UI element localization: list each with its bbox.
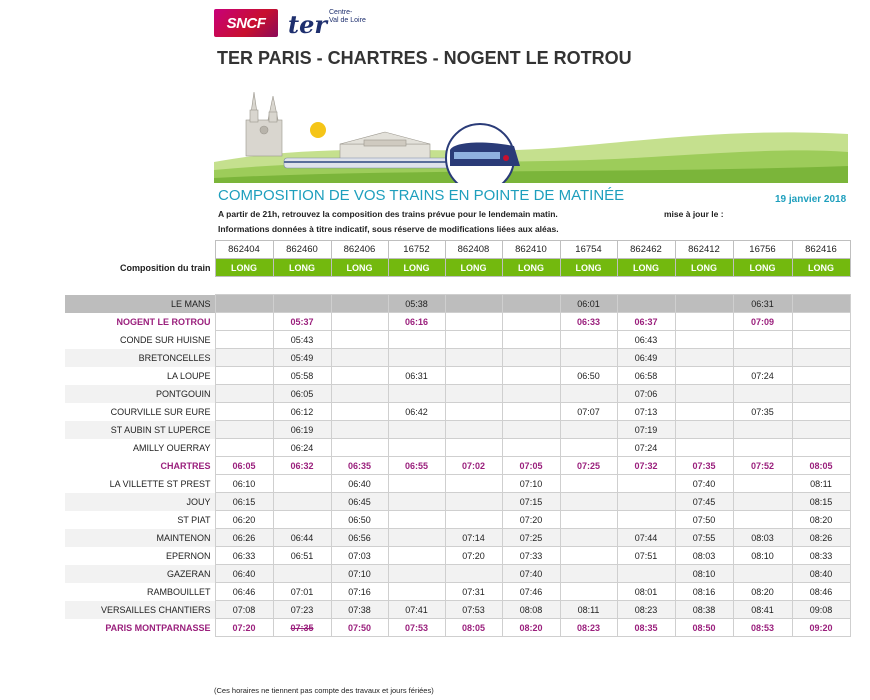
- composition-badge: LONG: [273, 259, 331, 277]
- departure-time: 07:53: [445, 601, 502, 619]
- station-row: [65, 493, 850, 511]
- logos: [214, 8, 366, 38]
- departure-time: 07:35: [675, 457, 733, 475]
- station-name: EPERNON: [165, 550, 211, 561]
- departure-time: [502, 385, 560, 403]
- departure-time: 06:10: [215, 475, 273, 493]
- departure-time: 05:43: [273, 331, 331, 349]
- departure-time: [388, 331, 445, 349]
- departure-time: 06:31: [388, 367, 445, 385]
- departure-time: [675, 385, 733, 403]
- departure-time: [560, 493, 617, 511]
- departure-time: [215, 421, 273, 439]
- departure-time: [445, 313, 502, 331]
- departure-time: 07:55: [675, 529, 733, 547]
- departure-time: 06:51: [273, 547, 331, 565]
- departure-time: 07:01: [273, 583, 331, 601]
- departure-time: 06:12: [273, 403, 331, 421]
- departure-time: 07:05: [502, 457, 560, 475]
- departure-time: 07:31: [445, 583, 502, 601]
- departure-time: 08:35: [617, 619, 675, 637]
- departure-time: 07:46: [502, 583, 560, 601]
- composition-badge: LONG: [792, 259, 850, 277]
- departure-time: [215, 331, 273, 349]
- departure-time: 07:35: [733, 403, 792, 421]
- departure-time: 08:46: [792, 583, 850, 601]
- departure-time: 07:41: [388, 601, 445, 619]
- info-line-2: Informations données à titre indicatif, sous réserve de modifications liées aux aléas.: [218, 224, 559, 234]
- update-label: mise à jour le :: [664, 209, 724, 219]
- departure-time: 06:35: [331, 457, 388, 475]
- station-name: BRETONCELLES: [65, 349, 215, 367]
- composition-badge: LONG: [331, 259, 388, 277]
- spacer-cell: [65, 277, 850, 295]
- departure-time: 07:06: [617, 385, 675, 403]
- departure-time: 08:05: [445, 619, 502, 637]
- composition-badge: LONG: [445, 259, 502, 277]
- departure-time: [215, 439, 273, 457]
- departure-time: [445, 421, 502, 439]
- station-row: [65, 313, 850, 331]
- departure-time: [445, 511, 502, 529]
- departure-time: [215, 295, 273, 313]
- departure-time: 06:05: [215, 457, 273, 475]
- station-name: PARIS MONTPARNASSE: [105, 622, 211, 633]
- departure-time: 07:44: [617, 529, 675, 547]
- station-row: [65, 583, 850, 601]
- station-row: [65, 367, 850, 385]
- departure-time: 06:45: [331, 493, 388, 511]
- departure-time: [388, 529, 445, 547]
- departure-time: [792, 385, 850, 403]
- station-row: [65, 331, 850, 349]
- train-number: 862462: [617, 241, 675, 259]
- station-name: JOUY: [65, 493, 215, 511]
- departure-time: 07:10: [502, 475, 560, 493]
- departure-time: 09:20: [792, 619, 850, 637]
- departure-time: [215, 385, 273, 403]
- departure-time: [445, 331, 502, 349]
- departure-time: [331, 295, 388, 313]
- departure-time: [331, 313, 388, 331]
- departure-time: 06:16: [388, 313, 445, 331]
- departure-time: [733, 475, 792, 493]
- departure-time: 07:25: [560, 457, 617, 475]
- departure-time: [388, 475, 445, 493]
- departure-time: 07:51: [617, 547, 675, 565]
- departure-time: 07:24: [733, 367, 792, 385]
- departure-time: 08:20: [792, 511, 850, 529]
- train-number: 862406: [331, 241, 388, 259]
- departure-time: 07:52: [733, 457, 792, 475]
- ter-logo: [288, 9, 366, 37]
- departure-time: 06:46: [215, 583, 273, 601]
- departure-time: [733, 493, 792, 511]
- station-name: PONTGOUIN: [65, 385, 215, 403]
- departure-time: 06:40: [215, 565, 273, 583]
- departure-time: [560, 385, 617, 403]
- departure-time: 08:23: [560, 619, 617, 637]
- departure-time: 06:20: [215, 511, 273, 529]
- departure-time: 08:05: [792, 457, 850, 475]
- departure-time: 08:03: [733, 529, 792, 547]
- departure-time: [560, 331, 617, 349]
- ter-region-line1: Centre-: [329, 9, 353, 16]
- departure-time: 06:26: [215, 529, 273, 547]
- departure-time: [792, 331, 850, 349]
- departure-time: 06:19: [273, 421, 331, 439]
- departure-time: 07:02: [445, 457, 502, 475]
- departure-time: 06:43: [617, 331, 675, 349]
- departure-time: [273, 295, 331, 313]
- departure-time: 07:50: [331, 619, 388, 637]
- departure-time: 05:37: [273, 313, 331, 331]
- ter-region-line2: Val de Loire: [329, 17, 366, 24]
- departure-time: [617, 475, 675, 493]
- departure-time: 06:49: [617, 349, 675, 367]
- composition-badge: LONG: [560, 259, 617, 277]
- departure-time: [215, 349, 273, 367]
- station-row: [65, 619, 850, 637]
- departure-time: 06:55: [388, 457, 445, 475]
- departure-time: 07:10: [331, 565, 388, 583]
- departure-time: [273, 565, 331, 583]
- departure-time: [733, 421, 792, 439]
- departure-time: 07:09: [733, 313, 792, 331]
- departure-time: 07:19: [617, 421, 675, 439]
- train-number: 862412: [675, 241, 733, 259]
- departure-time: [445, 475, 502, 493]
- departure-time: [331, 367, 388, 385]
- departure-time: [733, 439, 792, 457]
- departure-time: 07:40: [502, 565, 560, 583]
- departure-time: [445, 403, 502, 421]
- departure-time: 07:24: [617, 439, 675, 457]
- departure-time: 06:05: [273, 385, 331, 403]
- departure-time: 07:08: [215, 601, 273, 619]
- train-number: 862460: [273, 241, 331, 259]
- departure-time: [560, 475, 617, 493]
- station-row: [65, 349, 850, 367]
- departure-time: [331, 421, 388, 439]
- departure-time: [445, 565, 502, 583]
- train-number-spacer: [65, 241, 215, 259]
- departure-time: [792, 439, 850, 457]
- departure-time: [560, 421, 617, 439]
- ter-logo-text: ter: [288, 10, 327, 39]
- departure-time: [560, 565, 617, 583]
- departure-time: 07:23: [273, 601, 331, 619]
- departure-time: [675, 313, 733, 331]
- departure-time: [388, 583, 445, 601]
- composition-badge: LONG: [675, 259, 733, 277]
- departure-time: 07:07: [560, 403, 617, 421]
- departure-time: [388, 385, 445, 403]
- train-number: 862416: [792, 241, 850, 259]
- departure-time: [675, 331, 733, 349]
- departure-time: 08:33: [792, 547, 850, 565]
- departure-time: [388, 421, 445, 439]
- departure-time: 07:15: [502, 493, 560, 511]
- departure-time: 06:01: [560, 295, 617, 313]
- departure-time: [445, 349, 502, 367]
- departure-time: [733, 385, 792, 403]
- station-row: [65, 547, 850, 565]
- departure-time: [331, 349, 388, 367]
- departure-time: [792, 295, 850, 313]
- composition-row: [65, 259, 850, 277]
- departure-time: 09:08: [792, 601, 850, 619]
- departure-time: 06:50: [331, 511, 388, 529]
- departure-time: [560, 349, 617, 367]
- departure-time: [733, 349, 792, 367]
- departure-time: [445, 295, 502, 313]
- station-name: CONDE SUR HUISNE: [119, 334, 211, 345]
- departure-time: [617, 511, 675, 529]
- departure-time: 07:35: [273, 619, 331, 637]
- departure-time: [388, 565, 445, 583]
- composition-badge: LONG: [388, 259, 445, 277]
- departure-time: [560, 529, 617, 547]
- spacer-row: [65, 277, 850, 295]
- departure-time: 06:56: [331, 529, 388, 547]
- page-title: TER PARIS - CHARTRES - NOGENT LE ROTROU: [217, 48, 632, 68]
- train-number: 862404: [215, 241, 273, 259]
- departure-time: [215, 313, 273, 331]
- departure-time: 06:15: [215, 493, 273, 511]
- station-row: [65, 565, 850, 583]
- departure-time: [331, 385, 388, 403]
- departure-time: [792, 313, 850, 331]
- station-name: ST PIAT: [177, 514, 211, 525]
- station-name: CHARTRES: [160, 460, 211, 471]
- departure-time: [388, 349, 445, 367]
- train-number-row: [65, 241, 850, 259]
- departure-time: 08:11: [792, 475, 850, 493]
- departure-time: 07:20: [215, 619, 273, 637]
- departure-time: [273, 511, 331, 529]
- departure-time: [675, 403, 733, 421]
- train-number: 862408: [445, 241, 502, 259]
- train-number: 16754: [560, 241, 617, 259]
- departure-time: 06:32: [273, 457, 331, 475]
- departure-time: [388, 439, 445, 457]
- departure-time: 06:42: [388, 403, 445, 421]
- departure-time: [502, 421, 560, 439]
- departure-time: [331, 403, 388, 421]
- departure-time: [560, 439, 617, 457]
- departure-time: [502, 403, 560, 421]
- departure-time: [331, 331, 388, 349]
- departure-time: 08:38: [675, 601, 733, 619]
- station-row: [65, 511, 850, 529]
- station-row: [65, 295, 850, 313]
- composition-badge: LONG: [733, 259, 792, 277]
- departure-time: 08:20: [733, 583, 792, 601]
- station-name: NOGENT LE ROTROU: [116, 316, 211, 327]
- departure-time: 06:44: [273, 529, 331, 547]
- departure-time: [502, 313, 560, 331]
- departure-time: [733, 565, 792, 583]
- composition-title: COMPOSITION DE VOS TRAINS EN POINTE DE MATINÉE: [218, 187, 625, 204]
- departure-time: [502, 295, 560, 313]
- departure-time: 07:38: [331, 601, 388, 619]
- station-name: LE MANS: [65, 295, 215, 313]
- departure-time: 08:08: [502, 601, 560, 619]
- departure-time: [675, 367, 733, 385]
- departure-time: 06:40: [331, 475, 388, 493]
- departure-time: [792, 349, 850, 367]
- timetable: [65, 240, 851, 637]
- composition-badge: LONG: [502, 259, 560, 277]
- departure-time: 07:20: [445, 547, 502, 565]
- sncf-logo: SNCF: [214, 9, 278, 37]
- departure-time: 07:32: [617, 457, 675, 475]
- departure-time: 06:31: [733, 295, 792, 313]
- departure-time: [675, 349, 733, 367]
- station-row: [65, 439, 850, 457]
- departure-time: [560, 511, 617, 529]
- train-number: 862410: [502, 241, 560, 259]
- departure-time: 06:33: [560, 313, 617, 331]
- departure-time: [502, 331, 560, 349]
- departure-time: [215, 367, 273, 385]
- departure-time: 07:25: [502, 529, 560, 547]
- departure-time: 08:53: [733, 619, 792, 637]
- departure-time: 06:50: [560, 367, 617, 385]
- departure-time: [675, 295, 733, 313]
- station-row: [65, 421, 850, 439]
- timetable-body: [65, 241, 850, 637]
- departure-time: [560, 547, 617, 565]
- departure-time: 07:13: [617, 403, 675, 421]
- departure-time: 08:40: [792, 565, 850, 583]
- departure-time: 08:10: [675, 565, 733, 583]
- departure-time: 08:03: [675, 547, 733, 565]
- departure-time: 07:20: [502, 511, 560, 529]
- station-name: ST AUBIN ST LUPERCE: [65, 421, 215, 439]
- departure-time: 07:16: [331, 583, 388, 601]
- departure-time: [388, 547, 445, 565]
- departure-time: [215, 403, 273, 421]
- station-name: LA LOUPE: [166, 370, 211, 381]
- departure-time: [445, 439, 502, 457]
- departure-time: 08:16: [675, 583, 733, 601]
- departure-time: 05:49: [273, 349, 331, 367]
- departure-time: 06:58: [617, 367, 675, 385]
- departure-time: 08:50: [675, 619, 733, 637]
- departure-time: [617, 493, 675, 511]
- departure-time: 07:50: [675, 511, 733, 529]
- departure-time: 07:14: [445, 529, 502, 547]
- departure-time: [388, 511, 445, 529]
- landscape-illustration: [214, 70, 848, 183]
- departure-time: 07:33: [502, 547, 560, 565]
- departure-time: [792, 367, 850, 385]
- departure-time: [273, 493, 331, 511]
- departure-time: [675, 421, 733, 439]
- composition-label: Composition du train: [120, 262, 211, 273]
- departure-time: [388, 493, 445, 511]
- departure-time: 07:40: [675, 475, 733, 493]
- departure-time: [675, 439, 733, 457]
- departure-time: 05:58: [273, 367, 331, 385]
- departure-time: [617, 295, 675, 313]
- departure-time: [445, 493, 502, 511]
- departure-time: [733, 511, 792, 529]
- composition-badge: LONG: [617, 259, 675, 277]
- departure-time: [502, 349, 560, 367]
- departure-time: 07:45: [675, 493, 733, 511]
- departure-time: 07:53: [388, 619, 445, 637]
- station-name: VERSAILLES CHANTIERS: [65, 601, 215, 619]
- departure-time: 08:20: [502, 619, 560, 637]
- departure-time: 06:37: [617, 313, 675, 331]
- departure-time: 06:24: [273, 439, 331, 457]
- departure-time: [792, 421, 850, 439]
- departure-time: [445, 385, 502, 403]
- departure-time: 08:15: [792, 493, 850, 511]
- departure-time: 08:23: [617, 601, 675, 619]
- departure-time: [617, 565, 675, 583]
- departure-time: 08:26: [792, 529, 850, 547]
- departure-time: 08:41: [733, 601, 792, 619]
- footnote: (Ces horaires ne tiennent pas compte des travaux et jours fériées): [214, 686, 434, 695]
- station-name: LA VILLETTE ST PREST: [109, 478, 211, 489]
- station-row: [65, 529, 850, 547]
- station-row: [65, 601, 850, 619]
- station-row: [65, 403, 850, 421]
- info-line-1: A partir de 21h, retrouvez la composition des trains prévue pour le lendemain matin.: [218, 209, 558, 219]
- departure-time: [331, 439, 388, 457]
- departure-time: [273, 475, 331, 493]
- ter-region: [329, 9, 366, 25]
- station-row: [65, 385, 850, 403]
- departure-time: [502, 439, 560, 457]
- station-name: COURVILLE SUR EURE: [110, 406, 211, 417]
- station-row: [65, 475, 850, 493]
- departure-time: [445, 367, 502, 385]
- station-row: [65, 457, 850, 475]
- banner-illustration: [214, 70, 848, 183]
- departure-time: [792, 403, 850, 421]
- station-name: GAZERAN: [65, 565, 215, 583]
- station-name: AMILLY OUERRAY: [132, 442, 211, 453]
- departure-time: 08:01: [617, 583, 675, 601]
- departure-time: 06:33: [215, 547, 273, 565]
- departure-time: 05:38: [388, 295, 445, 313]
- departure-time: [502, 367, 560, 385]
- train-number: 16752: [388, 241, 445, 259]
- departure-time: 07:03: [331, 547, 388, 565]
- station-name: MAINTENON: [65, 529, 215, 547]
- station-name: RAMBOUILLET: [146, 586, 211, 597]
- departure-time: [733, 331, 792, 349]
- composition-badge: LONG: [215, 259, 273, 277]
- train-number: 16756: [733, 241, 792, 259]
- departure-time: [560, 583, 617, 601]
- departure-time: 08:11: [560, 601, 617, 619]
- departure-time: 08:10: [733, 547, 792, 565]
- update-date: 19 janvier 2018: [775, 194, 847, 205]
